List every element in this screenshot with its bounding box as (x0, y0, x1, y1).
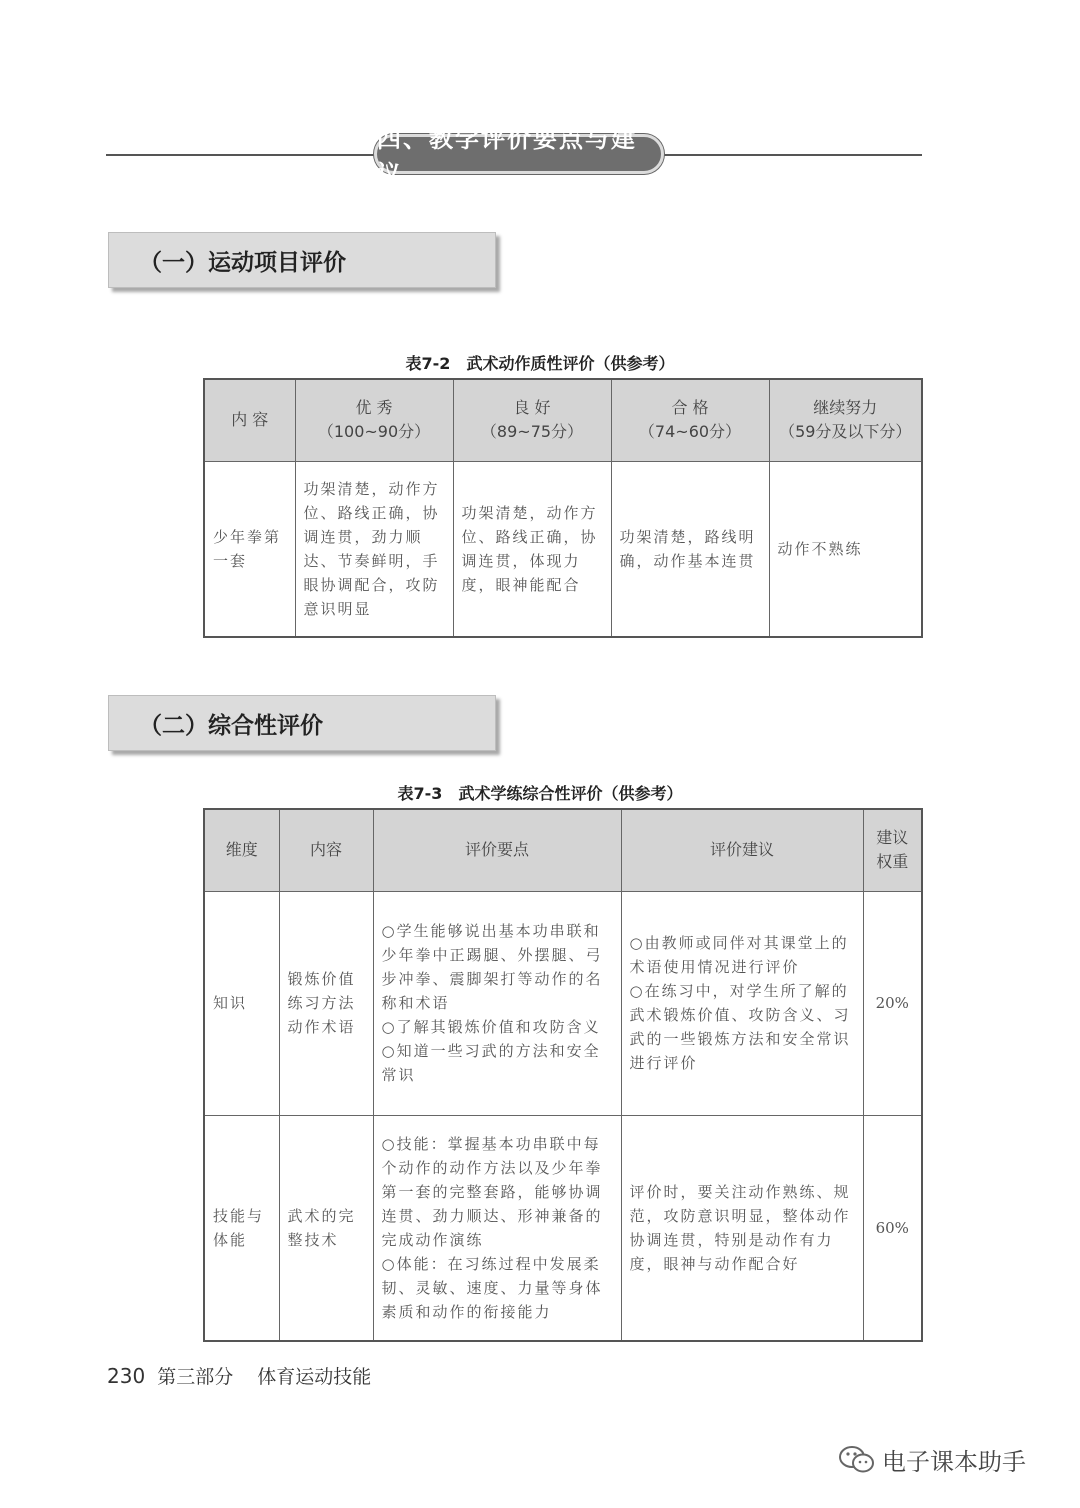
t1-cell-pass: 功架清楚，路线明确，动作基本连贯 (611, 461, 769, 637)
table-7-3 (203, 808, 923, 1342)
t1-header-pass: 合 格 （74~60分） (611, 379, 769, 461)
table-7-2 (203, 378, 923, 638)
table-row (204, 461, 922, 637)
t1-cell-content: 少年拳第一套 (204, 461, 295, 637)
t2-row2-content: 武术的完整技术 (279, 1115, 373, 1341)
t2-header-weight: 建议 权重 (863, 809, 922, 891)
t2-row2-points: ○技能：掌握基本功串联中每个动作的动作方法以及少年拳第一套的完整套路，能够协调连贯、劲力顺达、形神兼备的完成动作演练 ○体能：在习练过程中发展柔韧、灵敏、速度、力量等身体素质和动作的衔接能力 (373, 1115, 621, 1341)
t1-cell-keep-trying: 动作不熟练 (769, 461, 922, 637)
t2-row1-content: 锻炼价值练习方法动作术语 (279, 891, 373, 1115)
t2-row1-weight: 20% (863, 891, 922, 1115)
t1-header-content: 内 容 (204, 379, 295, 461)
page-number: 230 (107, 1364, 146, 1388)
header-rule-right (656, 154, 922, 156)
t2-row2-suggestion: 评价时，要关注动作熟练、规范，攻防意识明显，整体动作协调连贯，特别是动作有力度，眼神与动作配合好 (621, 1115, 863, 1341)
t1-cell-excellent: 功架清楚，动作方位、路线正确，协调连贯，劲力顺达、节奏鲜明，手眼协调配合，攻防意识明显 (295, 461, 453, 637)
section-title: 四、教学评价要点与建议 (374, 134, 664, 174)
t1-cell-good: 功架清楚，动作方位、路线正确，协调连贯，体现力度，眼神能配合 (453, 461, 611, 637)
watermark (838, 1442, 1026, 1477)
subsection-2-title: （二）综合性评价 (108, 695, 496, 751)
t2-row2-dimension: 技能与体能 (204, 1115, 279, 1341)
page-footer (107, 1362, 371, 1389)
header-rule-left (106, 154, 382, 156)
table-row (204, 1115, 922, 1341)
wechat-icon (838, 1444, 876, 1476)
table-7-3-caption: 表7-3 武术学练综合性评价（供参考） (397, 784, 683, 803)
t2-header-content: 内容 (279, 809, 373, 891)
t2-row1-dimension: 知识 (204, 891, 279, 1115)
t2-row1-suggestion: ○由教师或同伴对其课堂上的术语使用情况进行评价 ○在练习中，对学生所了解的武术锻炼价值、攻防含义、习武的一些锻炼方法和安全常识进行评价 (621, 891, 863, 1115)
table-row (204, 891, 922, 1115)
t1-header-excellent: 优 秀 （100~90分） (295, 379, 453, 461)
table-7-3-header-row (204, 809, 922, 891)
t2-row2-weight: 60% (863, 1115, 922, 1341)
watermark-text: 电子课本助手 (882, 1448, 1026, 1476)
t2-row1-points: ○学生能够说出基本功串联和少年拳中正踢腿、外摆腿、弓步冲拳、震脚架打等动作的名称和术语 ○了解其锻炼价值和攻防含义 ○知道一些习武的方法和安全常识 (373, 891, 621, 1115)
table-7-2-caption: 表7-2 武术动作质性评价（供参考） (405, 354, 675, 373)
footer-title: 体育运动技能 (257, 1366, 372, 1388)
t2-header-suggestion: 评价建议 (621, 809, 863, 891)
t1-header-good: 良 好 （89~75分） (453, 379, 611, 461)
footer-part: 第三部分 (157, 1366, 234, 1388)
t2-header-points: 评价要点 (373, 809, 621, 891)
subsection-1-title: （一）运动项目评价 (108, 232, 496, 288)
t2-header-dimension: 维度 (204, 809, 279, 891)
table-7-2-header-row (204, 379, 922, 461)
t1-header-keep-trying: 继续努力 （59分及以下分） (769, 379, 922, 461)
